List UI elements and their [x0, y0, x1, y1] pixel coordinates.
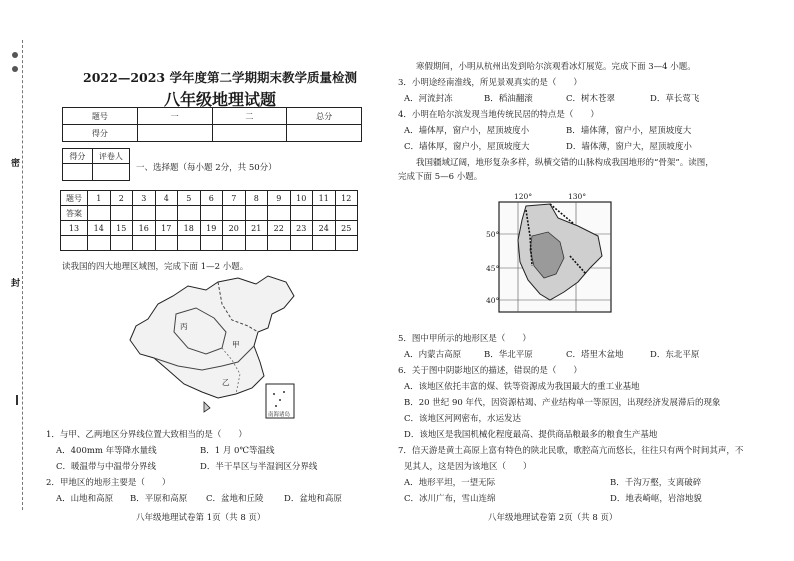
- answer-cell[interactable]: [245, 236, 268, 251]
- answer-grid-number: 13: [61, 221, 88, 236]
- answer-cell[interactable]: [223, 236, 246, 251]
- answer-grid-number: 22: [268, 221, 291, 236]
- answer-grid-number: 14: [88, 221, 111, 236]
- map2-lat-50: 50°: [486, 230, 500, 239]
- q7-option-b[interactable]: B．千沟万壑，支离破碎: [610, 478, 702, 488]
- q5-option-c[interactable]: C．塔里木盆地: [566, 350, 624, 360]
- q1-option-b[interactable]: B．1 月 0℃等温线: [200, 446, 275, 456]
- map-label-yi: 乙: [222, 378, 230, 387]
- q7-option-d[interactable]: D．地表崎岖，岩溶地貌: [610, 494, 702, 504]
- q4-option-d[interactable]: D．墙体薄，窗户大，屋顶坡度小: [566, 142, 692, 152]
- score-header-cell: 一: [137, 108, 212, 125]
- answer-grid-number: 20: [223, 221, 246, 236]
- binding-mark: [16, 395, 18, 405]
- intro-3-4: 寒假期间，小明从杭州出发到哈尔滨观看冰灯展览。完成下面 3—4 小题。: [416, 62, 696, 72]
- score-label-cell: 得分: [63, 125, 138, 142]
- answer-grid-number: 10: [290, 191, 313, 206]
- answer-grid-number: 8: [245, 191, 268, 206]
- answer-grid-number: 15: [110, 221, 133, 236]
- answer-grid-number: 2: [110, 191, 133, 206]
- answer-grid-number: 3: [133, 191, 156, 206]
- answer-cell[interactable]: [290, 206, 313, 221]
- answer-grid-number: 5: [178, 191, 201, 206]
- answer-grid-number: 25: [335, 221, 358, 236]
- q3-option-b[interactable]: B．稻油翻滚: [484, 94, 533, 104]
- q4-option-c[interactable]: C．墙体厚，窗户小，屋顶坡度大: [404, 142, 530, 152]
- exam-title: 2022—2023 学年度第二学期期末教学质量检测: [83, 70, 357, 85]
- binding-label-mi: 密: [9, 158, 19, 167]
- answer-cell[interactable]: [155, 236, 178, 251]
- q1-option-c[interactable]: C．暖温带与中温带分界线: [56, 462, 157, 472]
- score-cell[interactable]: [212, 125, 287, 142]
- q7-stem-line1: 7．信天游是黄土高原上富有特色的陕北民歌，歌腔高亢而悠长，往往只有两个时间其声，不: [398, 446, 744, 456]
- answer-cell[interactable]: [110, 206, 133, 221]
- answer-grid-number: 12: [335, 191, 358, 206]
- q2-stem: 2．甲地区的地形主要是（ ）: [46, 478, 171, 488]
- page2-footer: 八年级地理试卷第 2页（共 8 页）: [488, 513, 618, 523]
- answer-cell[interactable]: [245, 206, 268, 221]
- score-table: [62, 107, 362, 142]
- answer-grid-number: 17: [155, 221, 178, 236]
- answer-cell[interactable]: [155, 206, 178, 221]
- answer-cell[interactable]: [290, 236, 313, 251]
- answer-cell[interactable]: [178, 236, 201, 251]
- map2-lon-120: 120°: [514, 192, 533, 201]
- q3-stem: 3．小明途经南淮线，所见景观真实的是（ ）: [398, 78, 582, 88]
- grader-name-cell[interactable]: [92, 164, 129, 181]
- answer-grid-number: 4: [155, 191, 178, 206]
- map-inset-label: 南海诸岛: [268, 412, 291, 418]
- q4-option-b[interactable]: B．墙体薄，窗户小，屋顶坡度大: [566, 126, 692, 136]
- answer-cell[interactable]: [88, 236, 111, 251]
- binding-hole: [12, 52, 18, 58]
- exam-subtitle: 八年级地理试题: [163, 90, 276, 109]
- answer-cell[interactable]: [200, 236, 223, 251]
- intro-5-6-line1: 我国疆域辽阔，地形复杂多样，纵横交错的山脉构成我国地形的“骨架”。读图，: [416, 158, 714, 168]
- q6-option-a[interactable]: A．该地区依托丰富的煤、铁等资源成为我国最大的重工业基地: [404, 382, 640, 392]
- answer-grid-number: 24: [313, 221, 336, 236]
- answer-grid-number: 11: [313, 191, 336, 206]
- answer-grid-number: 18: [178, 221, 201, 236]
- q7-option-a[interactable]: A．地形平坦，一望无际: [404, 478, 496, 488]
- map-label-jia: 甲: [232, 340, 240, 349]
- answer-grid-number: 23: [290, 221, 313, 236]
- answer-cell[interactable]: [88, 206, 111, 221]
- answer-cell[interactable]: [268, 206, 291, 221]
- q2-option-b[interactable]: B．平原和高原: [130, 494, 188, 504]
- answer-cell[interactable]: [268, 236, 291, 251]
- section-one-heading: 一、选择题（每小题 2分，共 50分）: [136, 163, 277, 173]
- q4-stem: 4．小明在哈尔滨发现当地传统民居的特点是（ ）: [398, 110, 599, 120]
- answer-grid-number: 21: [245, 221, 268, 236]
- answer-cell[interactable]: [133, 236, 156, 251]
- answer-cell[interactable]: [178, 206, 201, 221]
- q5-stem: 5．图中甲所示的地形区是（ ）: [398, 334, 531, 344]
- map2-lat-45: 45°: [486, 264, 500, 273]
- binding-label-feng: 封: [9, 278, 19, 287]
- q5-option-d[interactable]: D．东北平原: [650, 350, 700, 360]
- answer-grid-header: 题号: [61, 191, 88, 206]
- answer-cell[interactable]: [313, 206, 336, 221]
- answer-cell[interactable]: [313, 236, 336, 251]
- answer-cell[interactable]: [61, 236, 88, 251]
- map-intro: 读我国的四大地理区域图，完成下面 1—2 小题。: [62, 262, 249, 272]
- q3-option-c[interactable]: C．树木苍翠: [566, 94, 616, 104]
- q6-option-d[interactable]: D．该地区是我国机械化程度最高、提供商品粮最多的粮食生产基地: [404, 430, 658, 440]
- answer-cell[interactable]: [200, 206, 223, 221]
- answer-grid-header: 答案: [61, 206, 88, 221]
- map2-lat-40: 40°: [486, 296, 500, 305]
- answer-grid-number: 9: [268, 191, 291, 206]
- grader-name-label: 评卷人: [92, 149, 129, 164]
- binding-hole: [12, 66, 18, 72]
- q1-option-a[interactable]: A．400mm 年等降水量线: [56, 446, 157, 456]
- answer-cell[interactable]: [110, 236, 133, 251]
- q2-option-c[interactable]: C．盆地和丘陵: [206, 494, 264, 504]
- score-header-cell: 总分: [287, 108, 362, 125]
- answer-cell[interactable]: [133, 206, 156, 221]
- answer-grid: [60, 190, 358, 251]
- q2-option-d[interactable]: D．盆地和高原: [284, 494, 342, 504]
- northeast-china-map: [498, 196, 614, 320]
- score-cell[interactable]: [287, 125, 362, 142]
- grader-score-cell[interactable]: [63, 164, 93, 181]
- score-cell[interactable]: [137, 125, 212, 142]
- page1-footer: 八年级地理试卷第 1页（共 8 页）: [136, 513, 266, 523]
- map-label-bing: 丙: [180, 322, 188, 331]
- map2-lon-130: 130°: [568, 192, 587, 201]
- q6-option-c[interactable]: C．该地区河网密布，水运发达: [404, 414, 522, 424]
- answer-grid-number: 19: [200, 221, 223, 236]
- china-regions-map: [118, 274, 308, 424]
- answer-cell[interactable]: [223, 206, 246, 221]
- q3-option-d[interactable]: D．草长莺飞: [650, 94, 700, 104]
- q5-option-a[interactable]: A．内蒙古高原: [404, 350, 462, 360]
- grader-score-label: 得分: [63, 149, 93, 164]
- score-header-cell: 题号: [63, 108, 138, 125]
- answer-grid-number: 1: [88, 191, 111, 206]
- score-header-cell: 二: [212, 108, 287, 125]
- q7-stem-line2: 见其人，这是因为该地区（ ）: [404, 462, 532, 472]
- answer-grid-number: 16: [133, 221, 156, 236]
- answer-cell[interactable]: [335, 236, 358, 251]
- answer-cell[interactable]: [335, 206, 358, 221]
- grader-table: [62, 148, 130, 181]
- intro-5-6-line2: 完成下面 5—6 小题。: [398, 172, 483, 182]
- q6-stem: 6．关于图中阴影地区的描述，错误的是（ ）: [398, 366, 582, 376]
- q7-option-c[interactable]: C．冰川广布，雪山连绵: [404, 494, 496, 504]
- q5-option-b[interactable]: B．华北平原: [484, 350, 533, 360]
- q1-stem: 1．与甲、乙两地区分界线位置大致相当的是（ ）: [46, 430, 247, 440]
- q4-option-a[interactable]: A．墙体厚，窗户小，屋顶坡度小: [404, 126, 530, 136]
- answer-grid-number: 6: [200, 191, 223, 206]
- q6-option-b[interactable]: B．20 世纪 90 年代，因资源枯竭、产业结构单一等原因，出现经济发展滞后的现象: [404, 398, 721, 408]
- q3-option-a[interactable]: A．河流封冻: [404, 94, 453, 104]
- binding-line: [22, 40, 23, 510]
- answer-grid-number: 7: [223, 191, 246, 206]
- q2-option-a[interactable]: A．山地和高原: [56, 494, 114, 504]
- q1-option-d[interactable]: D．半干旱区与半湿润区分界线: [200, 462, 318, 472]
